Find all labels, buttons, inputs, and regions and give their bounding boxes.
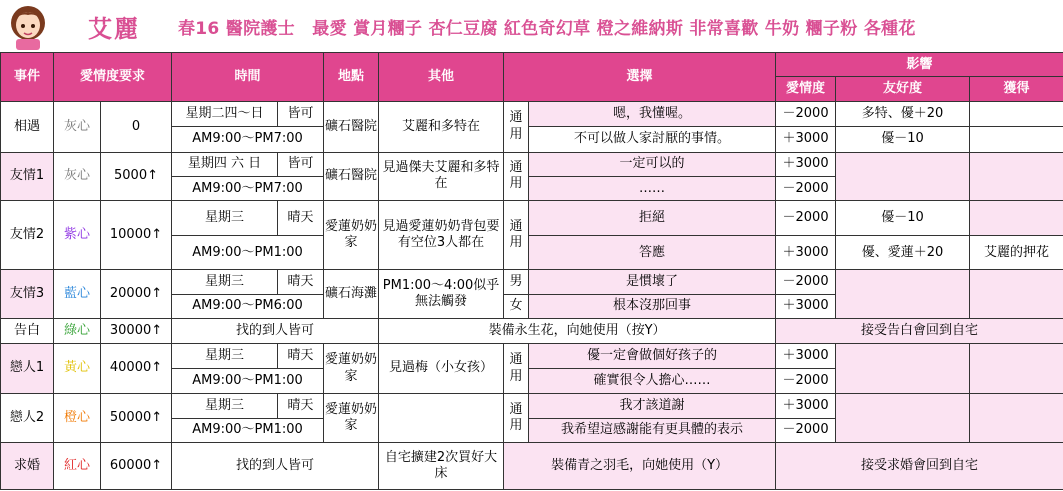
hours-cell: AM9:00～PM1:00 (172, 418, 324, 442)
hours-cell: AM9:00～PM1:00 (172, 369, 324, 394)
result-cell: 接受告白會回到自宅 (776, 319, 1063, 343)
event-name: 求婚 (1, 443, 54, 490)
character-info: 春16 醫院護士 最愛 賞月糰子 杏仁豆腐 紅色奇幻草 橙之維納斯 非常喜歡 牛奶 糰子粉 各種花 (178, 19, 916, 39)
day-cell: 星期四 六 日 (172, 152, 278, 176)
love-change: ＋3000 (776, 294, 836, 318)
table-row (1, 443, 1063, 490)
event-name: 友情2 (1, 201, 54, 270)
table-row (1, 394, 1063, 418)
choice-cell: 我才該道謝 (529, 394, 776, 418)
character-name: 艾麗 (88, 15, 140, 43)
choice-cell: 根本沒那回事 (529, 294, 776, 318)
love-change: －2000 (776, 201, 836, 236)
heart-level: 紫心 (54, 201, 101, 270)
gain-cell (970, 343, 1063, 394)
header-choice: 選擇 (504, 53, 776, 102)
love-change: －2000 (776, 270, 836, 294)
heart-level: 藍心 (54, 270, 101, 319)
hours-cell: AM9:00～PM7:00 (172, 176, 324, 200)
gain-cell (970, 394, 1063, 443)
gain-cell (970, 201, 1063, 236)
other-cell: 見過愛蓮奶奶背包要有空位3人都在 (379, 201, 504, 270)
header-time: 時間 (172, 53, 324, 102)
choice-cell: 一定可以的 (529, 152, 776, 176)
other-cell: PM1:00～4:00似乎無法觸發 (379, 270, 504, 319)
who-cell: 女 (504, 294, 529, 318)
love-change: －2000 (776, 176, 836, 200)
weather-cell: 晴天 (278, 201, 324, 236)
who-cell: 通用 (504, 343, 529, 394)
header-gain: 獲得 (970, 77, 1063, 101)
love-required: 5000↑ (101, 152, 172, 201)
other-cell: 見過傑夫艾麗和多特在 (379, 152, 504, 201)
weather-cell: 晴天 (278, 394, 324, 418)
love-change: ＋3000 (776, 343, 836, 368)
choice-cell: 是慣壞了 (529, 270, 776, 294)
friend-change: 多特、優＋20 (836, 101, 970, 126)
friend-change: 優－10 (836, 201, 970, 236)
friend-change (836, 270, 970, 319)
heart-level: 紅心 (54, 443, 101, 490)
love-change: －2000 (776, 101, 836, 126)
love-change: －2000 (776, 369, 836, 394)
friend-change (836, 152, 970, 201)
love-required: 50000↑ (101, 394, 172, 443)
choice-cell: 我希望這感謝能有更具體的表示 (529, 418, 776, 442)
choice-cell: 確實很令人擔心…… (529, 369, 776, 394)
header-friend: 友好度 (836, 77, 970, 101)
love-required: 20000↑ (101, 270, 172, 319)
table-row (1, 201, 1063, 236)
when-cell: 找的到人皆可 (172, 319, 379, 343)
gain-cell: 艾麗的押花 (970, 235, 1063, 270)
other-cell (379, 394, 504, 443)
day-cell: 星期三 (172, 343, 278, 368)
place-cell: 礦石醫院 (324, 152, 379, 201)
event-name: 友情3 (1, 270, 54, 319)
choice-cell: 嗯，我懂喔。 (529, 101, 776, 126)
heart-level: 橙心 (54, 394, 101, 443)
weather-cell: 皆可 (278, 152, 324, 176)
heart-level: 灰心 (54, 152, 101, 201)
love-required: 10000↑ (101, 201, 172, 270)
header-place: 地點 (324, 53, 379, 102)
place-cell: 礦石醫院 (324, 101, 379, 152)
heart-level: 綠心 (54, 319, 101, 343)
weather-cell: 晴天 (278, 343, 324, 368)
who-cell: 通用 (504, 152, 529, 201)
choice-cell: 優一定會做個好孩子的 (529, 343, 776, 368)
place-cell: 愛蓮奶奶家 (324, 201, 379, 270)
friend-change: 優－10 (836, 127, 970, 152)
table-row (1, 343, 1063, 368)
who-cell: 男 (504, 270, 529, 294)
header-event: 事件 (1, 53, 54, 102)
choice-cell: 答應 (529, 235, 776, 270)
event-name: 告白 (1, 319, 54, 343)
weather-cell: 晴天 (278, 270, 324, 294)
action-cell: 裝備永生花，向她使用（按Y） (379, 319, 776, 343)
love-change: －2000 (776, 418, 836, 442)
love-change: ＋3000 (776, 152, 836, 176)
love-required: 60000↑ (101, 443, 172, 490)
love-change: ＋3000 (776, 235, 836, 270)
table-row (1, 270, 1063, 294)
love-change: ＋3000 (776, 127, 836, 152)
other-cell: 見過梅（小女孩） (379, 343, 504, 394)
friend-change (836, 394, 970, 443)
hours-cell: AM9:00～PM1:00 (172, 235, 324, 270)
who-cell: 通用 (504, 101, 529, 152)
table-row (1, 319, 1063, 343)
love-required: 30000↑ (101, 319, 172, 343)
place-cell: 礦石海灘 (324, 270, 379, 319)
table-row (1, 152, 1063, 176)
day-cell: 星期二四～日 (172, 101, 278, 126)
day-cell: 星期三 (172, 394, 278, 418)
header-love-req: 愛情度要求 (54, 53, 172, 102)
event-name: 友情1 (1, 152, 54, 201)
gain-cell (970, 101, 1063, 126)
table-row (1, 101, 1063, 126)
other-cell: 艾麗和多特在 (379, 101, 504, 152)
gain-cell (970, 270, 1063, 319)
love-change: ＋3000 (776, 394, 836, 418)
who-cell: 通用 (504, 394, 529, 443)
event-name: 相遇 (1, 101, 54, 152)
heart-level: 灰心 (54, 101, 101, 152)
header-row-1 (1, 53, 1063, 77)
who-cell: 通用 (504, 201, 529, 270)
header-love: 愛情度 (776, 77, 836, 101)
other-cell: 自宅擴建2次買好大床 (379, 443, 504, 490)
place-cell: 愛蓮奶奶家 (324, 394, 379, 443)
event-table (0, 52, 1063, 490)
friend-change: 優、愛蓮＋20 (836, 235, 970, 270)
choice-cell: …… (529, 176, 776, 200)
day-cell: 星期三 (172, 270, 278, 294)
hours-cell: AM9:00～PM7:00 (172, 127, 324, 152)
friend-change (836, 343, 970, 394)
when-cell: 找的到人皆可 (172, 443, 379, 490)
hours-cell: AM9:00～PM6:00 (172, 294, 324, 318)
header-other: 其他 (379, 53, 504, 102)
choice-cell: 拒絕 (529, 201, 776, 236)
header-effect: 影響 (776, 53, 1063, 77)
gain-cell (970, 152, 1063, 201)
page-header (0, 0, 1063, 52)
action-cell: 裝備青之羽毛，向她使用（Y） (504, 443, 776, 490)
heart-level: 黃心 (54, 343, 101, 394)
love-required: 0 (101, 101, 172, 152)
place-cell: 愛蓮奶奶家 (324, 343, 379, 394)
day-cell: 星期三 (172, 201, 278, 236)
gain-cell (970, 127, 1063, 152)
event-name: 戀人2 (1, 394, 54, 443)
result-cell: 接受求婚會回到自宅 (776, 443, 1063, 490)
choice-cell: 不可以做人家討厭的事情。 (529, 127, 776, 152)
event-name: 戀人1 (1, 343, 54, 394)
love-required: 40000↑ (101, 343, 172, 394)
character-avatar (3, 3, 53, 50)
weather-cell: 皆可 (278, 101, 324, 126)
